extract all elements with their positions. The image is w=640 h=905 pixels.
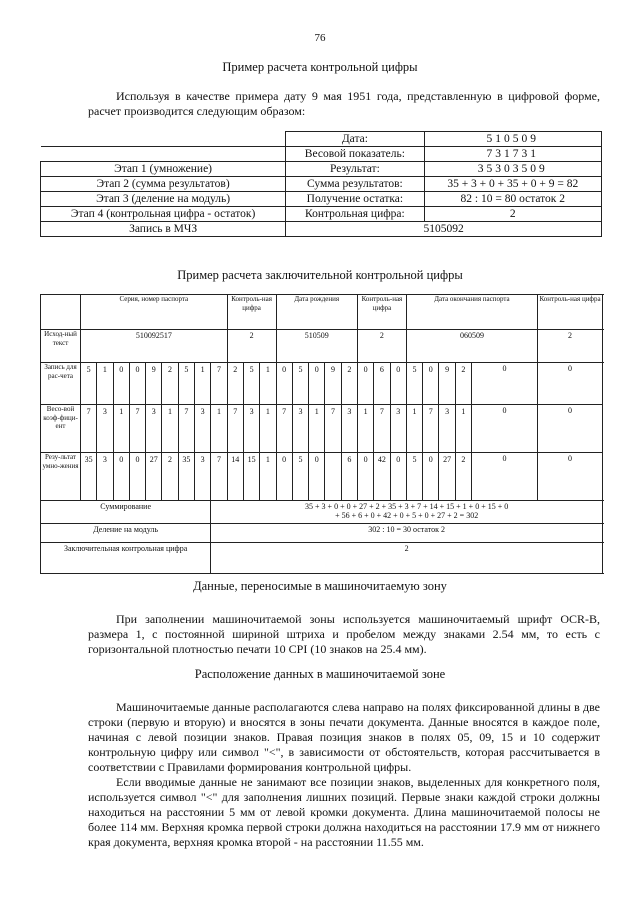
- modulus-value: 302 : 10 = 30 остаток 2: [211, 524, 603, 543]
- digit-cell: 0: [113, 363, 129, 405]
- heading-check-digit-example: Пример расчета контрольной цифры: [222, 60, 418, 74]
- heading-mrz-data: Данные, переносимые в машиночитаемую зону: [193, 579, 447, 593]
- weight-cell: 7: [325, 405, 341, 453]
- paragraph-ocr-font: При заполнении машиночитаемой зоны используется машиночитаемый шрифт OCR-B, размера 1, с постоянной шириной штриха и пробелом между знаками 2.54 мм, то есть с горизонтальной плотностью печати 10 CPI (10 знаков на 25.4 мм).: [88, 612, 600, 656]
- weight-value: 731731: [424, 147, 601, 162]
- product-cell: 0: [276, 453, 292, 501]
- weight-cell: 1: [455, 405, 471, 453]
- digit-cell: 5: [178, 363, 194, 405]
- digit-cell: 1: [97, 363, 113, 405]
- col-header: Контроль-ная цифра: [538, 295, 603, 330]
- row-label: Исход-ный текст: [41, 330, 81, 363]
- weight-cell: 1: [211, 405, 227, 453]
- product-cell: 2: [162, 453, 178, 501]
- digit-cell: 9: [439, 363, 455, 405]
- col-header: Дата окончания паспорта: [406, 295, 537, 330]
- weight-cell: 3: [292, 405, 308, 453]
- product-cell: 27: [146, 453, 162, 501]
- product-cell: 2: [455, 453, 471, 501]
- weight-cell: 7: [178, 405, 194, 453]
- source-value: 2: [538, 330, 603, 363]
- weight-cell: 3: [439, 405, 455, 453]
- product-cell: 0: [390, 453, 406, 501]
- weight-cell: 3: [390, 405, 406, 453]
- stage4-label: Этап 4 (контрольная цифра - остаток): [41, 207, 286, 222]
- weight-cell: 3: [146, 405, 162, 453]
- product-cell: 3: [194, 453, 210, 501]
- weight-cell: 3: [194, 405, 210, 453]
- intro-paragraph: Используя в качестве примера дату 9 мая 1951 года, представленную в цифровой форме, расчет производится следующим образом:: [88, 89, 600, 118]
- product-cell: [325, 453, 341, 501]
- digit-cell: 5: [406, 363, 422, 405]
- product-cell: 15: [243, 453, 259, 501]
- check-value: 2: [424, 207, 601, 222]
- result-value: 35303509: [424, 162, 601, 177]
- date-label: Дата:: [286, 132, 424, 147]
- row-label: Весо-вой коэф-фици-ент: [41, 405, 81, 453]
- row-label: Запись для рас-чета: [41, 363, 81, 405]
- stage3-label: Этап 3 (деление на модуль): [41, 192, 286, 207]
- col-header: Дата рождения: [276, 295, 357, 330]
- digit-cell: 2: [162, 363, 178, 405]
- weight-cell: 1: [357, 405, 373, 453]
- page-number: 76: [314, 32, 326, 44]
- check-label: Контрольная цифра:: [286, 207, 424, 222]
- col-header: Контроль-ная цифра: [227, 295, 276, 330]
- digit-cell: 2: [341, 363, 357, 405]
- personal-check-cell: 0: [538, 453, 603, 501]
- digit-cell: 1: [194, 363, 210, 405]
- modulus-label: Деление на модуль: [41, 524, 211, 543]
- product-cell: 0: [129, 453, 145, 501]
- product-cell: 5: [292, 453, 308, 501]
- digit-cell: 2: [227, 363, 243, 405]
- col-header: Серия, номер паспорта: [81, 295, 228, 330]
- digit-cell: 6: [374, 363, 390, 405]
- product-cell: 3: [97, 453, 113, 501]
- digit-cell: 2: [455, 363, 471, 405]
- digit-cell: 9: [325, 363, 341, 405]
- source-value: 510092517: [81, 330, 228, 363]
- product-cell: 14: [227, 453, 243, 501]
- personal-number-cell: 0: [471, 405, 537, 453]
- product-cell: 1: [260, 453, 276, 501]
- source-value: 2: [227, 330, 276, 363]
- digit-cell: 0: [276, 363, 292, 405]
- row-label: Резу-льтат умно-жения: [41, 453, 81, 501]
- product-cell: 35: [81, 453, 97, 501]
- weight-cell: 7: [423, 405, 439, 453]
- digit-cell: 9: [146, 363, 162, 405]
- weight-cell: 3: [97, 405, 113, 453]
- weight-cell: 1: [162, 405, 178, 453]
- sum-label: Сумма результатов:: [286, 177, 424, 192]
- corner-cell: [41, 295, 81, 330]
- product-cell: 6: [341, 453, 357, 501]
- weight-cell: 7: [276, 405, 292, 453]
- paragraph-mrz-filler: Если вводимые данные не занимают все позиции знаков, выделенных для конкретного поля, используется символ "<" для заполнения лишних позиций. Первые знаки каждой строки должны находиться на расстоянии 5 мм от левой кромки документа. Длина машиночитаемой полосы не более 114 мм. Верхняя кромка первой строки должна находиться на расстоянии 17.9 мм от нижнего края документа, верхняя кромка второй - на расстоянии 11.55 мм.: [88, 775, 600, 849]
- stage2-label: Этап 2 (сумма результатов): [41, 177, 286, 192]
- digit-cell: 1: [260, 363, 276, 405]
- personal-check-cell: 0: [538, 363, 603, 405]
- stage1-label: Этап 1 (умножение): [41, 162, 286, 177]
- weight-cell: 1: [113, 405, 129, 453]
- personal-number-cell: 0: [471, 453, 537, 501]
- record-label: Запись в МЧЗ: [41, 222, 286, 237]
- weight-cell: 1: [260, 405, 276, 453]
- heading-mrz-layout: Расположение данных в машиночитаемой зоне: [194, 667, 446, 681]
- digit-cell: 5: [292, 363, 308, 405]
- sum-value: 35 + 3 + 0 + 35 + 0 + 9 = 82: [424, 177, 601, 192]
- weight-cell: 7: [227, 405, 243, 453]
- sum-label: Суммирование: [41, 501, 211, 524]
- digit-cell: 5: [81, 363, 97, 405]
- heading-final-check-digit: Пример расчета заключительной контрольной цифры: [177, 268, 463, 282]
- source-value: 2: [357, 330, 406, 363]
- check-digit-table: [40, 131, 602, 237]
- digit-cell: 0: [309, 363, 325, 405]
- sum-expression: 35 + 3 + 0 + 0 + 27 + 2 + 35 + 3 + 7 + 14 + 15 + 1 + 0 + 15 + 0 + 56 + 6 + 0 + 42 + 0 + 5 + 0 + 27 + 2 = 302: [211, 501, 603, 524]
- col-header: Контроль-ная цифра: [357, 295, 406, 330]
- final-check-digit-table: [40, 294, 603, 574]
- paragraph-mrz-layout: Машиночитаемые данные располагаются слева направо на полях фиксированной длины в две строки (первую и вторую) и вносятся в зоны печати документа. Данные вносятся в каждое поле, начиная с левой позиции знаков. Правая позиция знаков в полях 05, 09, 15 и 10 содержит контрольную цифру или символ "<", в зависимости от обстоятельств, которая рассчитывается в соответствии с Правилами формирования контрольной цифры.: [88, 700, 600, 774]
- digit-cell: 7: [211, 363, 227, 405]
- product-cell: 5: [406, 453, 422, 501]
- digit-cell: 0: [357, 363, 373, 405]
- weight-cell: 3: [243, 405, 259, 453]
- personal-number-cell: 0: [471, 363, 537, 405]
- product-cell: 0: [113, 453, 129, 501]
- digit-cell: 0: [423, 363, 439, 405]
- final-check-value: 2: [211, 543, 603, 574]
- product-cell: 35: [178, 453, 194, 501]
- product-cell: 0: [423, 453, 439, 501]
- final-check-label: Заключительная контрольная цифра: [41, 543, 211, 574]
- weight-cell: 7: [81, 405, 97, 453]
- date-value: 510509: [424, 132, 601, 147]
- digit-cell: 0: [390, 363, 406, 405]
- source-value: 060509: [406, 330, 537, 363]
- digit-cell: 0: [129, 363, 145, 405]
- personal-check-cell: 0: [538, 405, 603, 453]
- weight-cell: 1: [309, 405, 325, 453]
- product-cell: 7: [211, 453, 227, 501]
- weight-cell: 1: [406, 405, 422, 453]
- record-value: 5105092: [286, 222, 602, 237]
- weight-cell: 7: [129, 405, 145, 453]
- digit-cell: 5: [243, 363, 259, 405]
- product-cell: 0: [309, 453, 325, 501]
- weight-cell: 3: [341, 405, 357, 453]
- remainder-label: Получение остатка:: [286, 192, 424, 207]
- source-value: 510509: [276, 330, 357, 363]
- product-cell: 42: [374, 453, 390, 501]
- weight-label: Весовой показатель:: [286, 147, 424, 162]
- product-cell: 0: [357, 453, 373, 501]
- weight-cell: 7: [374, 405, 390, 453]
- remainder-value: 82 : 10 = 80 остаток 2: [424, 192, 601, 207]
- result-label: Результат:: [286, 162, 424, 177]
- product-cell: 27: [439, 453, 455, 501]
